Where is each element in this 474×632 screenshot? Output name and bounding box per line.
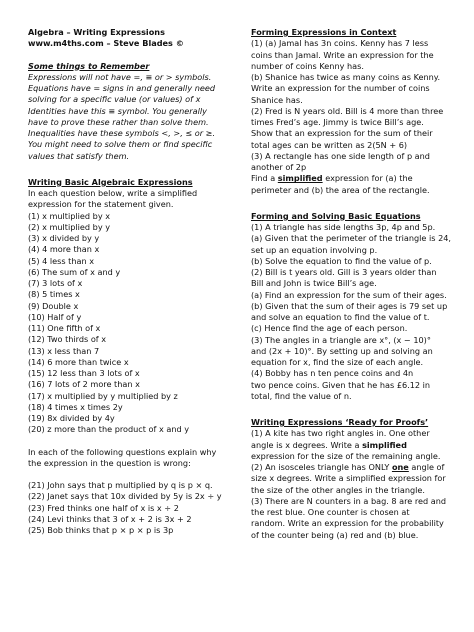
equation-line: (a) Given that the perimeter of the triangle is 24, xyxy=(251,233,452,244)
context-line: (3) A rectangle has one side length of p and xyxy=(251,150,430,161)
equation-line: and solve an equation to find the value of t. xyxy=(251,312,430,322)
question-item: (4) 4 more than x xyxy=(28,244,100,255)
context-line: (1) (a) Jamal has 3n coins. Kenny has 7 less xyxy=(251,38,429,49)
equation-line: (b) Solve the equation to find the value of p. xyxy=(251,255,432,266)
question-item: (11) One fifth of x xyxy=(28,323,101,333)
proof-line: size x degrees. Write a simplified expression for xyxy=(251,473,446,484)
context-line: number of coins Kenny has. xyxy=(251,60,364,71)
question-item: (15) 12 less than 3 lots of x xyxy=(28,368,140,378)
question-item: (20) z more than the product of x and y xyxy=(28,424,190,435)
remember-line: values that satisfy them. xyxy=(28,150,130,161)
proof-line: expression for the size of the remaining angle. xyxy=(251,450,441,461)
equation-line: (c) Hence find the age of each person. xyxy=(251,323,408,334)
left-column xyxy=(28,27,236,536)
context-text: expression for (a) the xyxy=(322,173,413,184)
wrong-question-item: (23) Fred thinks one half of x is x ÷ 2 xyxy=(28,502,179,513)
proof-line: (3) There are N counters in a bag. 8 are red and xyxy=(251,495,447,506)
context-heading: Forming Expressions in Context xyxy=(251,27,397,37)
context-line: total ages can be written as 2(5N + 6) xyxy=(251,139,408,150)
simplified-emphasis: simplified xyxy=(277,173,323,184)
equation-line: equation for x, find the size of each angle. xyxy=(251,357,424,367)
simplified-emphasis: simplified xyxy=(362,439,407,450)
remember-heading: Some things to Remember xyxy=(28,60,150,71)
remember-line: solving for a specific value (or values) of x xyxy=(28,94,201,105)
one-emphasis: one xyxy=(391,462,409,472)
wrong-question-item: (24) Levi thinks that 3 of x + 2 is 3x + 2 xyxy=(28,513,192,524)
remember-line: Inequalities have these symbols <, >, ≤ or ≥. xyxy=(28,128,216,138)
wrong-question-item: (21) John says that p multiplied by q is p × q. xyxy=(28,480,213,490)
equation-line: set up an equation involving p. xyxy=(251,244,378,255)
remember-block xyxy=(28,72,236,162)
equations-heading: Forming and Solving Basic Equations xyxy=(251,210,421,221)
context-line: Show that an expression for the sum of their xyxy=(251,128,433,139)
equations-block xyxy=(251,222,461,402)
remember-line: Expressions will not have =, ≡ or > symbols. xyxy=(28,71,212,82)
question-item: (12) Two thirds of x xyxy=(28,334,107,345)
remember-line: have to prove these rather than solve them. xyxy=(28,116,209,127)
wrong-question-item: (25) Bob thinks that p × p × p is 3p xyxy=(28,525,174,535)
question-item: (13) x less than 7 xyxy=(28,345,100,356)
worksheet-source: www.m4ths.com – Steve Blades © xyxy=(28,38,184,49)
wrong-intro-line: In each of the following questions explain why xyxy=(28,446,217,457)
wrong-question-list xyxy=(28,480,236,536)
context-line: (b) Shanice has twice as many coins as Kenny. xyxy=(251,72,441,82)
question-item: (6) The sum of x and y xyxy=(28,266,121,277)
equation-line: and (2x + 10)°. By setting up and solving an xyxy=(251,345,433,356)
equation-line: (b) Given that the sum of their ages is 79 set up xyxy=(251,300,448,311)
question-item: (8) 5 times x xyxy=(28,289,80,300)
proof-line: random. Write an expression for the probability xyxy=(251,518,444,529)
question-item: (1) x multiplied by x xyxy=(28,210,111,221)
basic-intro-line: expression for the statement given. xyxy=(28,199,174,210)
remember-line: Equations have = signs in and generally need xyxy=(28,83,216,93)
question-item: (2) x multiplied by y xyxy=(28,221,111,232)
basic-expressions-heading: Writing Basic Algebraic Expressions xyxy=(28,176,193,187)
question-item: (18) 4 times x times 2y xyxy=(28,401,123,412)
basic-intro-line: In each question below, write a simplified xyxy=(28,188,198,198)
equation-line: two pence coins. Given that he has £6.12 in xyxy=(251,379,431,390)
remember-line: Identities have this ≡ symbol. You generally xyxy=(28,105,207,116)
question-item: (7) 3 lots of x xyxy=(28,278,83,288)
proof-line xyxy=(251,462,461,473)
proof-text: angle of xyxy=(408,462,445,472)
question-item: (17) x multiplied by y multiplied by z xyxy=(28,390,178,401)
wrong-intro-line: the expression in the question is wrong: xyxy=(28,457,191,468)
equation-line: (2) Bill is t years old. Gill is 3 years older than xyxy=(251,267,437,277)
proof-line: of the counter being (a) red and (b) blue. xyxy=(251,529,419,540)
context-line xyxy=(251,173,461,184)
context-line: perimeter and (b) the area of the rectangle. xyxy=(251,184,430,195)
wrong-question-item: (22) Janet says that 10x divided by 5y is 2x ÷ y xyxy=(28,491,222,502)
proof-text: angle is x degrees. Write a xyxy=(251,439,363,450)
right-column xyxy=(251,27,461,541)
proof-text: (2) An isosceles triangle has ONLY xyxy=(251,462,392,472)
basic-question-list xyxy=(28,211,236,436)
question-item: (10) Half of y xyxy=(28,311,82,322)
question-item: (16) 7 lots of 2 more than x xyxy=(28,379,140,390)
equation-line: (3) The angles in a triangle are x°, (x − 10)° xyxy=(251,334,431,345)
proofs-block xyxy=(251,428,461,541)
context-line: another of 2p xyxy=(251,162,307,172)
context-block xyxy=(251,38,461,196)
question-item: (19) 8x divided by 4y xyxy=(28,413,115,423)
proof-line: the size of the other angles in the triangle. xyxy=(251,484,425,495)
context-text: Find a xyxy=(251,173,278,184)
proofs-heading: Writing Expressions ‘Ready for Proofs’ xyxy=(251,417,429,427)
remember-line: You might need to solve them or find specific xyxy=(28,139,213,150)
question-item: (5) 4 less than x xyxy=(28,255,95,266)
worksheet-title: Algebra – Writing Expressions xyxy=(28,27,165,37)
equation-line: (4) Bobby has n ten pence coins and 4n xyxy=(251,368,414,379)
context-line: (2) Fred is N years old. Bill is 4 more than three xyxy=(251,105,444,116)
question-item: (3) x divided by y xyxy=(28,233,100,243)
proof-line: the rest blue. One counter is chosen at xyxy=(251,507,410,517)
context-line: Shanice has. xyxy=(251,94,303,105)
equation-line: Bill and John is twice Bill’s age. xyxy=(251,278,377,289)
proof-line: (1) A kite has two right angles in. One other xyxy=(251,428,430,439)
question-item: (14) 6 more than twice x xyxy=(28,356,129,367)
context-line: Write an expression for the number of coins xyxy=(251,83,430,94)
equation-line: (1) A triangle has side lengths 3p, 4p and 5p. xyxy=(251,222,436,232)
equation-line: total, find the value of n. xyxy=(251,390,352,401)
context-line: coins than Jamal. Write an expression for the xyxy=(251,49,434,60)
proof-line xyxy=(251,440,461,451)
question-item: (9) Double x xyxy=(28,300,79,311)
equation-line: (a) Find an expression for the sum of their ages. xyxy=(251,289,447,300)
context-line: times Fred’s age. Jimmy is twice Bill’s age. xyxy=(251,117,424,127)
